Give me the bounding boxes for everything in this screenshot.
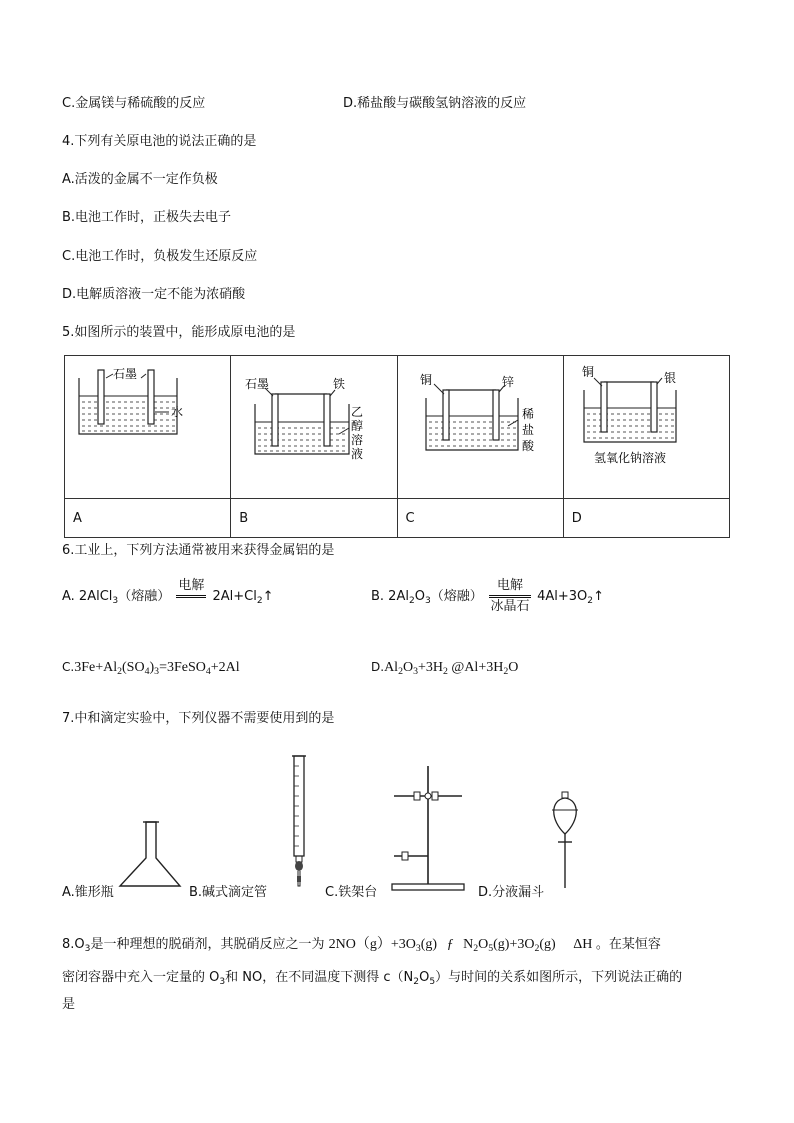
c-left-label: 铜 [419,373,432,387]
svg-text:溶: 溶 [351,433,364,447]
q4-option-a: A.活泼的金属不一定作负极 [62,172,218,187]
q7-label-b: B.碱式滴定管 [189,885,268,900]
a-electrode-label: 石墨 [113,367,138,381]
q3-option-d: D.稀盐酸与碳酸氢钠溶液的反应 [343,96,527,111]
apparatus-c-figure [398,356,563,494]
svg-text:醇: 醇 [351,419,364,433]
svg-text:盐: 盐 [521,423,534,437]
a-solution-label: 水 [171,405,184,419]
c-right-label: 锌 [501,375,514,389]
d-left-label: 铜 [581,365,594,379]
svg-text:稀: 稀 [521,407,534,421]
q7-label-d: D.分液漏斗 [478,885,545,900]
svg-text:液: 液 [351,447,364,461]
apparatus-c-cell [397,356,563,499]
apparatus-d-cell [563,356,729,499]
apparatus-a-letter: A [65,499,231,538]
q3-option-c: C.金属镁与稀硫酸的反应 [62,96,206,111]
d-solution-label: 氢氧化钠溶液 [593,451,666,465]
apparatus-a-figure [65,356,230,494]
q6-option-b: B. $2Al_2O_3$（熔融） $\frac{\text{电解}}{\text{冰晶石}}$ $4Al+3O_2↑$ [371,578,604,614]
b-left-label: 石墨 [245,377,270,391]
apparatus-d-letter: D [563,499,729,538]
apparatus-a-cell [65,356,231,499]
q7-label-a: A.锥形瓶 [62,885,114,900]
q8-line-1: $8.O_3$是一种理想的脱硝剂，其脱硝反应之一为 $2NO(g)+3O_3(g)$ ƒ $N_2O_5(g)+3O_2(g)$ ΔH 。在某恒容 [62,937,661,954]
q5-stem: 5.如图所示的装置中，能形成原电池的是 [62,325,296,340]
q7-instruments-figure [62,746,602,898]
burette-icon [292,756,306,886]
q4-stem: 4.下列有关原电池的说法正确的是 [62,134,257,149]
q6-a-condition-arrow: 电解 [176,578,206,615]
q8-equation: $2NO(g)+3O_3(g)$ ƒ $N_2O_5(g)+3O_2(g)$ ΔH [328,937,593,954]
q6-b-condition-arrow: $\frac{\text{电解}}{\text{冰晶石}}$ [490,578,530,614]
q6-option-a: A. 2AlCl$_3$（熔融） 电解 $2Al+Cl_2↑$ [62,578,274,615]
iron-stand-icon [392,766,464,890]
conical-flask-icon [120,822,180,886]
q6-option-d: $D.Al_2O_3+3H_2$ $@Al+3H_2O$ [371,660,519,677]
svg-text:酸: 酸 [521,439,534,453]
q6-stem: 6.工业上，下列方法通常被用来获得金属铝的是 [62,543,335,558]
q8-line-2: 密闭容器中充入一定量的 $O_3$和 NO，在不同温度下测得 $c(N_2O_5)$与时间的关系如图所示，下列说法正确的 [62,970,683,987]
svg-text:乙: 乙 [351,405,364,419]
q6-option-c: $C.3Fe+Al_2(SO_4)_3=3FeSO_4+2Al$ [62,660,240,677]
q7-stem: 7.中和滴定实验中，下列仪器不需要使用到的是 [62,711,335,726]
q4-option-d: D.电解质溶液一定不能为浓硝酸 [62,287,246,302]
separatory-funnel-icon [552,792,578,888]
q7-label-c: C.铁架台 [325,885,378,900]
apparatus-b-letter: B [231,499,397,538]
q4-option-b: B.电池工作时，正极失去电子 [62,210,232,225]
apparatus-c-letter: C [397,499,563,538]
apparatus-b-cell [231,356,397,499]
d-right-label: 银 [663,371,676,385]
apparatus-d-figure [564,356,729,494]
q4-option-c: C.电池工作时，负极发生还原反应 [62,249,258,264]
q8-line-3: 是 [62,997,76,1012]
apparatus-b-figure [231,356,396,494]
q5-apparatus-table [64,355,730,538]
b-right-label: 铁 [333,377,346,391]
